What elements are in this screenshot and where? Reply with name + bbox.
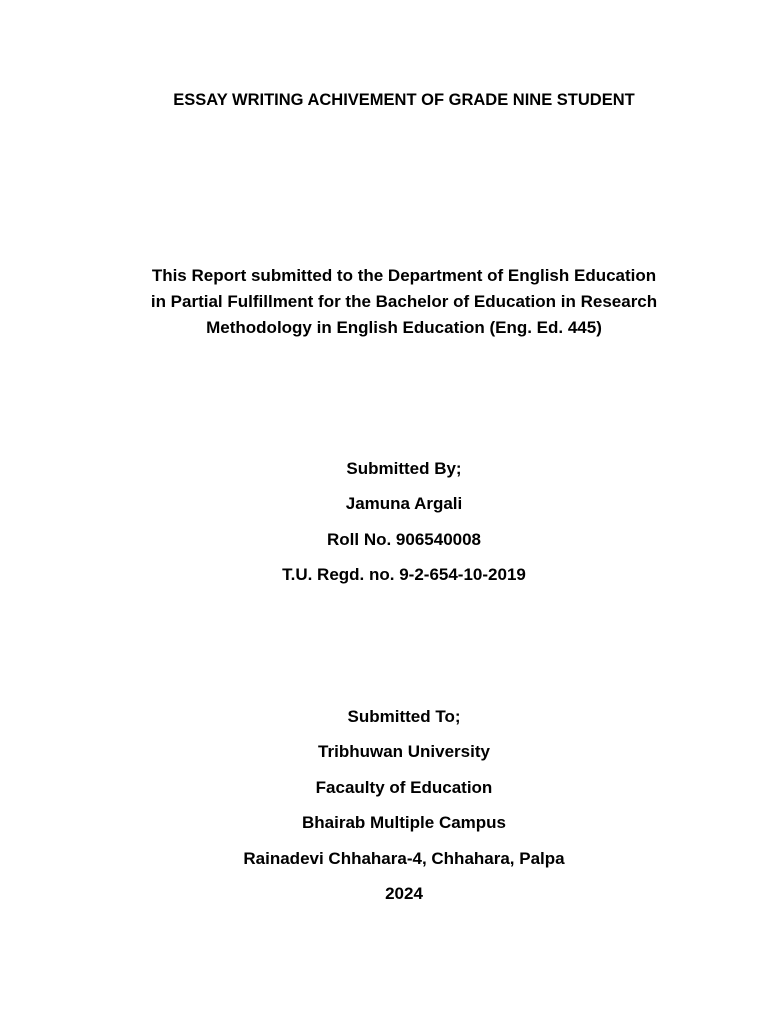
statement-line: Methodology in English Education (Eng. Ed. 445) bbox=[206, 318, 602, 337]
submission-year: 2024 bbox=[385, 884, 423, 903]
university-name: Tribhuwan University bbox=[318, 742, 490, 761]
statement-line: This Report submitted to the Department of English Education bbox=[151, 266, 657, 285]
submission-statement bbox=[20, 263, 768, 341]
faculty-name: Facaulty of Education bbox=[315, 778, 493, 797]
document-title: ESSAY WRITING ACHIVEMENT OF GRADE NINE STUDENT bbox=[173, 91, 635, 109]
statement-line: in Partial Fulfillment for the Bachelor of Education in Research bbox=[150, 292, 658, 311]
registration-number: T.U. Regd. no. 9-2-654-10-2019 bbox=[282, 565, 526, 584]
campus-name: Bhairab Multiple Campus bbox=[301, 813, 507, 832]
submitted-to-heading: Submitted To; bbox=[347, 707, 461, 726]
submitted-by-heading: Submitted By; bbox=[346, 459, 462, 478]
student-name: Jamuna Argali bbox=[345, 494, 463, 513]
roll-number: Roll No. 906540008 bbox=[326, 530, 482, 549]
campus-address: Rainadevi Chhahara-4, Chhahara, Palpa bbox=[243, 849, 565, 868]
